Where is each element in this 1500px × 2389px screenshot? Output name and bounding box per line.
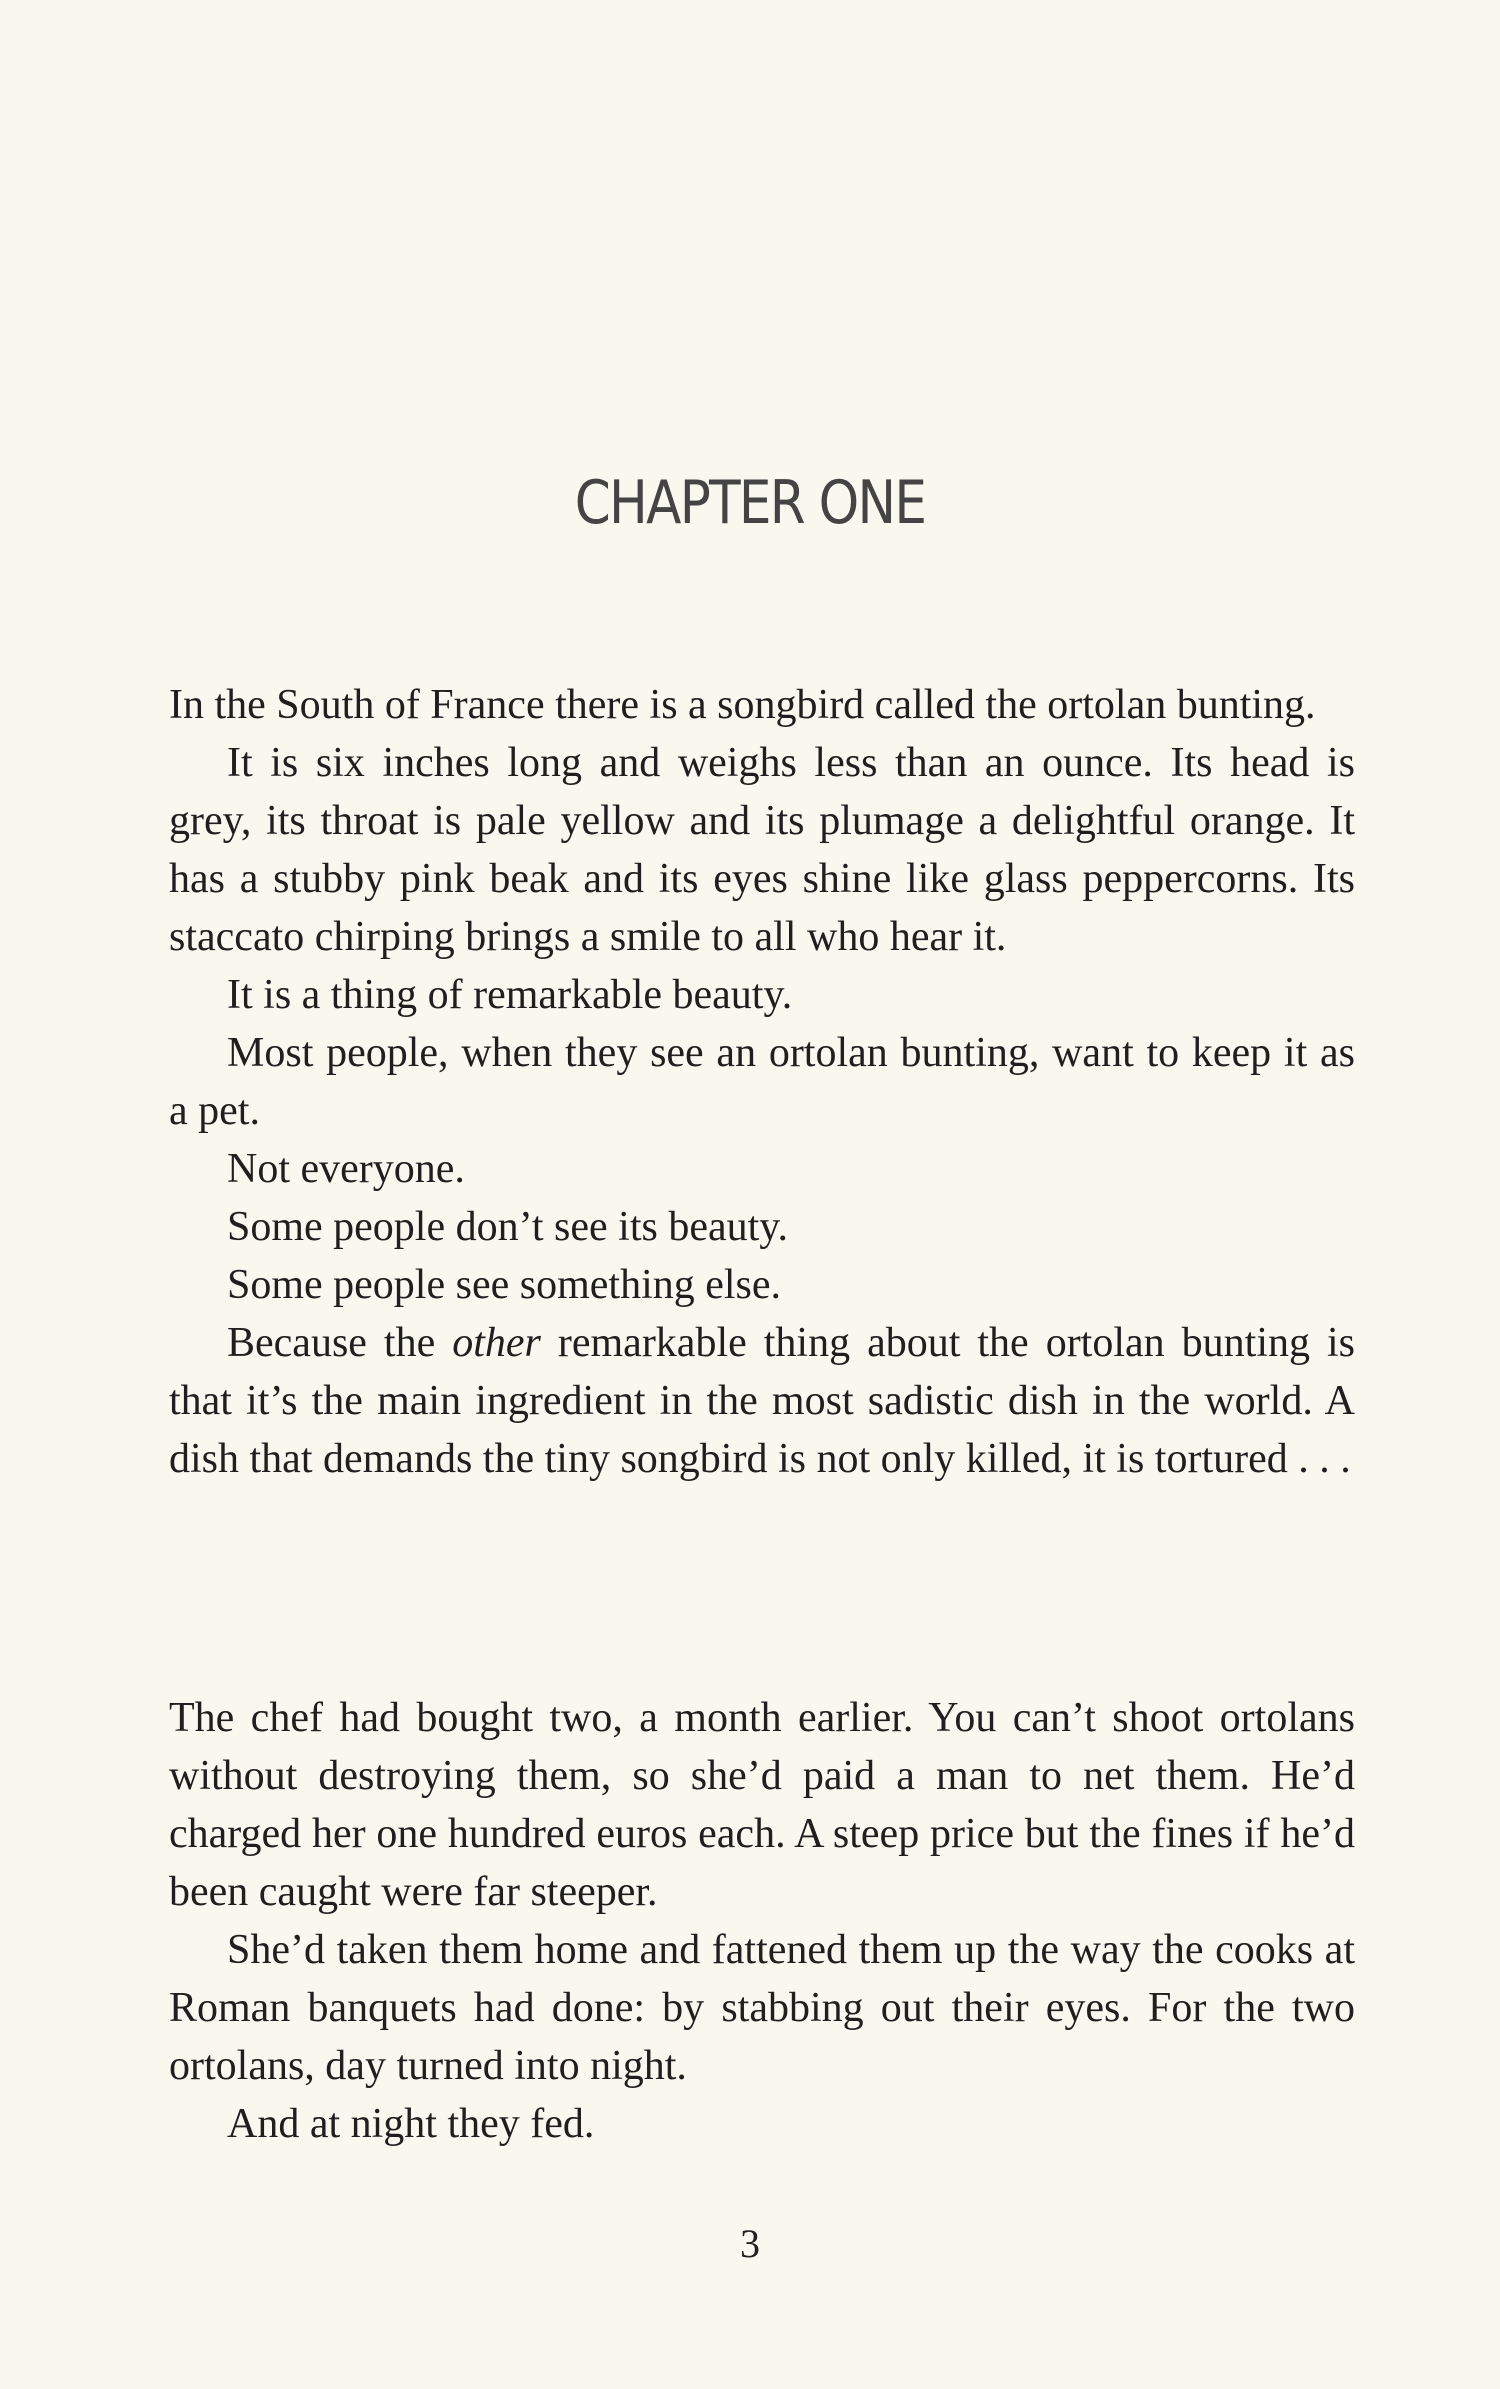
emphasis-text: other: [452, 1320, 541, 1366]
paragraph: It is a thing of remarkable beauty.: [227, 972, 793, 1018]
paragraph: It is six inches long and weighs less than an ounce. Its head is grey, its throat is pale yellow and its plumage a delightful orange. It has a stubby pink beak and its eyes shine like glass peppercorns. Its staccato chirping brings a smile to all who hear it.: [169, 740, 1355, 960]
section-two: [169, 1689, 1355, 2153]
paragraph: The chef had bought two, a month earlier. You can’t shoot ortolans without destroying them, so she’d paid a man to net them. He’d charged her one hundred euros each. A steep price but the fines if he’d been caught were far steeper.: [169, 1695, 1355, 1915]
paragraph: Most people, when they see an ortolan bunting, want to keep it as a pet.: [169, 1030, 1355, 1134]
paragraph: She’d taken them home and fattened them up the way the cooks at Roman banquets had done: by stabbing out their eyes. For the two ortolans, day turned into night.: [169, 1927, 1355, 2089]
paragraph-with-emphasis: [169, 1314, 1355, 1488]
paragraph: Some people don’t see its beauty.: [227, 1204, 789, 1250]
chapter-title: CHAPTER ONE: [574, 468, 926, 538]
paragraph: Some people see something else.: [227, 1262, 782, 1308]
paragraph-text: Because the: [227, 1320, 453, 1366]
paragraph-text: remarkable thing about the ortolan bunting is that it’s the main ingredient in the most sadistic dish in the world. A dish that demands the tiny songbird is not only killed, it is tortured . . .: [169, 1320, 1355, 1482]
paragraph: Not everyone.: [227, 1146, 465, 1192]
page-number: 3: [740, 2221, 760, 2266]
paragraph: In the South of France there is a songbird called the ortolan bunting.: [169, 682, 1316, 728]
paragraph: And at night they fed.: [227, 2101, 595, 2147]
section-one: [169, 676, 1355, 1488]
